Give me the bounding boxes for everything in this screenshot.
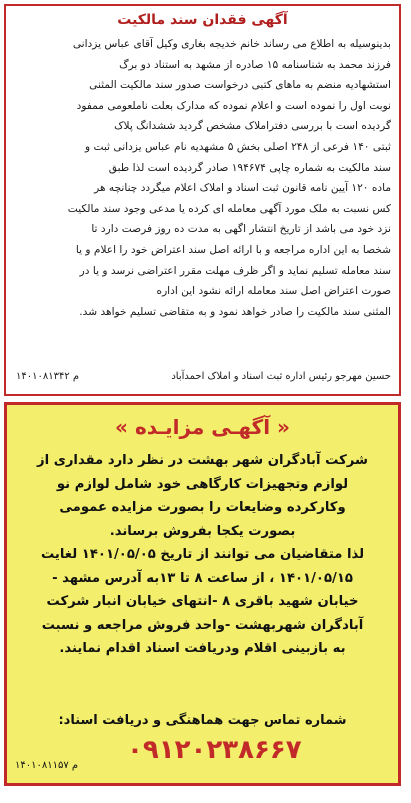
notice-line: المثنی سند مالکیت را صادر خواهد نمود و به متقاضی تسلیم خواهد شد. (79, 305, 391, 318)
auction-line: وکارکرده وضایعات را بصورت مزایده عمومی (59, 500, 346, 515)
notice-line: شخصا به این اداره مراجعه و با ارائه اصل سند اعتراض خود را اعلام و یا (75, 243, 391, 256)
notice-line: ماده ۱۲۰ آیین نامه قانون ثبت اسناد و املاک اعلام میگردد چنانچه هر (94, 182, 391, 195)
notice-body (14, 34, 391, 322)
auction-line: لذا متقاضیان می توانند از تاریخ ۱۴۰۱/۰۵/۰۵ لغایت (40, 547, 365, 562)
auction-title: « آگهـی مزایـده » (115, 415, 290, 439)
notice-line: گردیده است با بررسی دفتراملاک مشخص گردید ششدانگ پلاک (114, 120, 391, 133)
loss-of-deed-notice (4, 4, 401, 396)
auction-body (17, 449, 388, 661)
notice-line: فرزند محمد به شناسنامه ۱۵ صادره از مشهد به استناد دو برگ (119, 58, 391, 71)
notice-line: کس نسبت به ملک مورد آگهی معامله ای کرده یا مدعی وجود سند مالکیت (67, 202, 391, 215)
notice-line: ثبتی ۱۴۰ فرعی از ۲۴۸ اصلی بخش ۵ مشهدیه نام عباس یزدانی ثبت و (84, 140, 391, 153)
notice-line: سند مالکیت به شماره چاپی ۱۹۴۶۷۴ صادر گردیده است لذا طبق (108, 161, 391, 174)
auction-line: لوازم وتجهیزات کارگاهی خود شامل لوازم نو (56, 476, 349, 492)
auction-line: آبادگران شهربهشت -واحد فروش مراجعه و نسبت (41, 617, 364, 633)
auction-line: به بازبینی اقلام ودریافت اسناد اقدام نمایند. (59, 641, 346, 656)
notice-line: نوبت اول را نموده است و اعلام نموده که مدارک بعلت ناملعومی ممفود (76, 99, 391, 112)
auction-line: شرکت آبادگران شهر بهشت در نظر دارد مقداری از (37, 453, 368, 468)
notice-signature: حسین مهرجو رئیس اداره ثبت اسناد و املاک احمدآباد (171, 371, 391, 382)
auction-line: بصورت یکجا بفروش برساند. (109, 523, 296, 539)
auction-line: خیابان شهید باقری ۸ -انتهای خیابان انبار شرکت (46, 594, 359, 609)
auction-notice (4, 402, 401, 786)
notice-line: نزد خود می باشد از تاریخ انتشار اگهی به مدت ده روز فرصت دارد تا (91, 223, 391, 236)
notice-line: بدینوسیله به اطلاع می رساند خانم خدیجه بغاری وکیل آقای عباس یزدانی (72, 38, 391, 50)
auction-contact-label: شماره تماس جهت هماهنگی و دریافت اسناد: (58, 713, 347, 728)
notice-code: م ۱۴۰۱۰۸۱۳۴۲ (16, 371, 80, 382)
auction-code: م ۱۴۰۱۰۸۱۱۵۷ (15, 760, 79, 771)
notice-line: سند معامله تسلیم نماید و اگر ظرف مهلت مقرر اعتراضی نرسد و یا در (79, 264, 391, 277)
notice-line: صورت اعتراض اصل سند معامله ارائه نشود این اداره (156, 285, 391, 298)
notice-line: استشهادیه منضم به ماهای کتبی درخواست صدور سند مالکیت المثنی (89, 79, 391, 92)
notice-title: آگهی فقدان سند مالکیت (117, 12, 288, 28)
auction-phone-number[interactable]: ۰۹۱۲۰۲۳۸۶۶۷ (127, 735, 302, 765)
auction-line: ۱۴۰۱/۰۵/۱۵ ، از ساعت ۸ تا ۱۳به آدرس مشهد - (52, 570, 353, 586)
